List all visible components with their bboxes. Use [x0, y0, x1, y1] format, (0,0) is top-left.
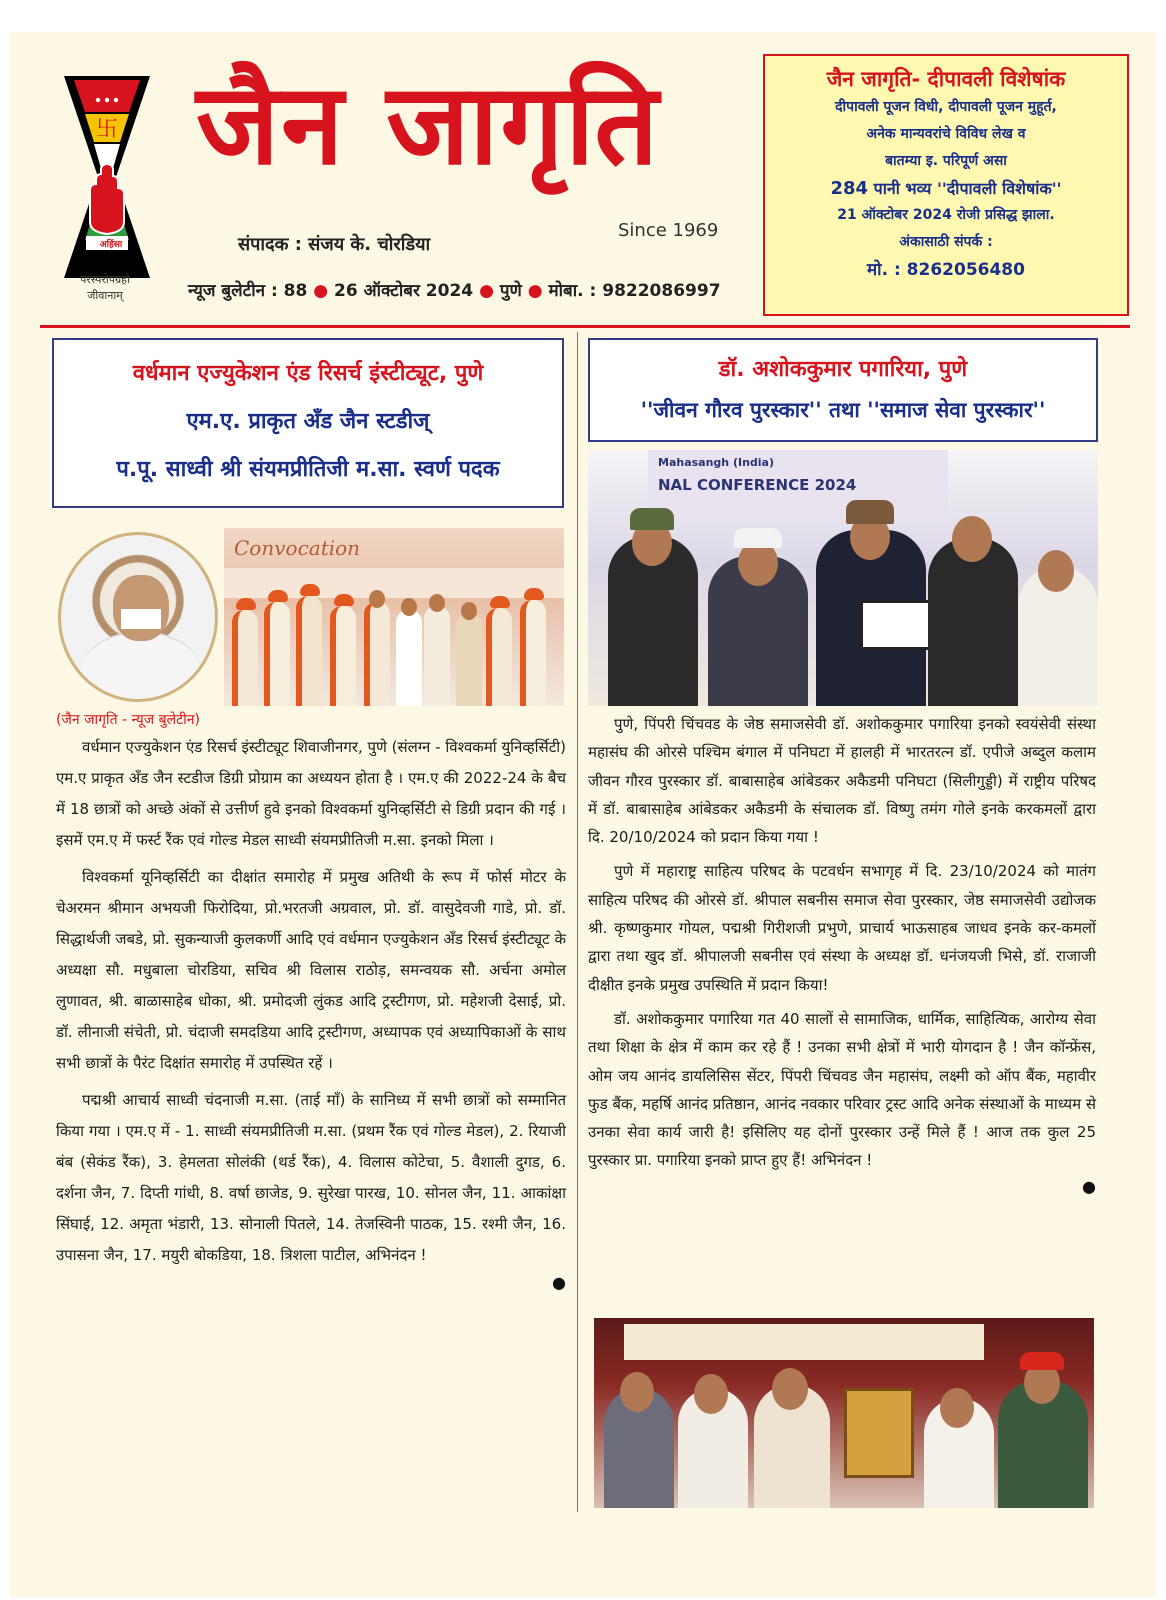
right-headline-1: डॉ. अशोककुमार पगारिया, पुणे [718, 357, 968, 382]
left-headline-1: वर्धमान एज्युकेशन एंड रिसर्च इंस्टीट्यूट, पुणे [132, 361, 484, 386]
special-contact-mobile: मो. : 8262056480 [867, 260, 1025, 280]
editor-line: संपादक : संजय के. चोरडिया [238, 234, 431, 255]
left-paragraph-1: वर्धमान एज्युकेशन एंड रिसर्च इंस्टीट्यूट शिवाजीनगर, पुणे (संलग्न - विश्वकर्मा युनिव्हर्सिटी) एम.ए प्राकृत अँड जैन स्टडीज डिग्री प्रोग्राम का अध्ययन होता है । एम.ए की 2022-24 के बैच में 18 छात्रों को अच्छे अंकों से उत्तीर्ण हुवे इनको विश्वकर्मा युनिव्हर्सिटी से डिग्री प्रदान की गई । इसमें एम.ए में फर्स्ट रैंक एवं गोल्ड मेडल साध्वी संयमप्रीतिजी म.सा. इनको मिला । [56, 738, 566, 849]
masthead-divider [40, 325, 1130, 328]
special-line: 21 ऑक्टोबर 2024 रोजी प्रसिद्ध झाला. [837, 207, 1055, 223]
right-paragraph-2: पुणे में महाराष्ट्र साहित्य परिषद के पटवर्धन सभागृह में दि. 23/10/2024 को मातंग साहित्य परिषद की ओरसे डॉ. श्रीपाल सबनीस समाज सेवा पुरस्कार, जेष्ठ समाजसेवी उद्योजक श्री. कृष्णकुमार गोयल, पद्मश्री गिरीशजी प्रभुणे, प्राचार्य भाऊसाहब जाधव इनके कर-कमलों द्वारा तथा खुद डॉ. श्रीपालजी सबनीस एवं संस्था के अध्यक्ष डॉ. धनंजयजी भिसे, डॉ. राजाजी दीक्षीत इनके प्रमुख उपस्थिति में प्रदान किया! [588, 862, 1096, 994]
logo-text: अहिंसा [99, 240, 123, 250]
bullet-dot: ● [313, 281, 335, 301]
right-headline-2: ''जीवन गौरव पुरस्कार'' तथा ''समाज सेवा पुरस्कार'' [640, 398, 1046, 422]
bulletin-city: पुणे [499, 281, 522, 301]
left-headline-box [52, 338, 564, 508]
special-contact-label: अंकासाठी संपर्क : [899, 234, 993, 250]
left-headline-2: एम.ए. प्राकृत अँड जैन स्टडीज् [186, 409, 430, 434]
left-headline-3: प.पू. साध्वी श्री संयमप्रीतिजी म.सा. स्वर्ण पदक [116, 457, 500, 482]
article-end-mark: ● [1082, 1176, 1096, 1196]
newspaper-page [10, 32, 1156, 1597]
bullet-dot: ● [527, 281, 549, 301]
award-ceremony-photo [588, 450, 1098, 706]
svg-text:卐: 卐 [95, 117, 119, 142]
right-paragraph-3: डॉ. अशोककुमार पगारिया गत 40 सालों से सामाजिक, धार्मिक, साहित्यिक, आरोग्य सेवा तथा शिक्षा के क्षेत्र में काम कर रहे हैं ! उनका सभी क्षेत्रों में भारी योगदान है ! जैन कॉन्फ्रेंस, ओम जय आनंद डायलिसिस सेंटर, पिंपरी चिंचवड जैन महासंघ, लक्ष्मी को ऑप बैंक, महावीर फुड बैंक, महर्षि आनंद प्रतिष्ठान, आनंद नवकार परिवार ट्रस्ट आदि अनेक संस्थाओं के माध्यम से उनका सेवा कार्य जारी है! इसिलिए यह दोनों पुरस्कार उन्हें मिले हैं ! आज तक कुल 25 पुरस्कार प्रा. पगारिया इनको प्राप्त हुए हैं! अभिनंदन ! [588, 1009, 1096, 1170]
right-headline-box [588, 338, 1098, 442]
special-line: अनेक मान्यवरांचे विविध लेख व [866, 126, 1026, 142]
right-article [588, 710, 1096, 1199]
award-frame [844, 1388, 914, 1478]
logo-caption-line2: जीवानाम् [87, 289, 123, 302]
special-pages-line [765, 175, 1127, 202]
logo-caption-line1: परस्परोपग्रहो [80, 273, 130, 286]
since-year: Since 1969 [618, 220, 719, 241]
special-pages-count: 284 [830, 178, 869, 199]
left-paragraph-2: विश्वकर्मा यूनिव्हर्सिटी का दीक्षांत समारोह में प्रमुख अतिथी के रूप में फोर्स मोटर के चेअरमन श्रीमान अभयजी फिरोदिया, प्रो.भरतजी अग्रवाल, प्रो. डॉ. वासुदेवजी गाडे, प्रो. डॉ. सिद्धार्थजी जबडे, प्रो. सुकन्याजी कुलकर्णी आदि एवं वर्धमान एज्युकेशन अँड रिसर्च इंस्टीट्यूट के अध्यक्षा सौ. मधुबाला चोरडिया, सचिव श्री विलास राठोड़, समन्वयक सौ. अर्चना अमोल लुणावत, श्री. बाळासाहेब धोका, श्री. प्रमोदजी लुंकड आदि ट्रस्टीगण, प्रो. महेशजी देसाई, प्रो. डॉ. लीनाजी संचेती, प्रो. चंदाजी समदडिया आदि ट्रस्टीगण, अध्यापक एवं अध्यापिकाओं के साथ सभी छात्रों के पैरंट दिक्षांत समारोह में उपस्थित रहें । [56, 868, 566, 1072]
special-title: जैन जागृति- दीपावली विशेषांक [826, 67, 1066, 91]
special-line: बातम्या इ. परिपूर्ण असा [885, 153, 1007, 169]
banner-line-2: NAL CONFERENCE 2024 [658, 476, 857, 494]
logo-caption [40, 272, 170, 304]
photo-convocation-text: Convocation [234, 536, 361, 560]
jain-symbol-logo [60, 72, 154, 282]
bulletin-mobile: मोबा. : 9822086997 [548, 281, 721, 301]
convocation-group-photo [224, 528, 564, 706]
special-pages-text: पानी भव्य ''दीपावली विशेषांक'' [873, 179, 1062, 198]
bulletin-number: न्यूज बुलेटीन : 88 [188, 281, 308, 301]
samaj-seva-award-photo [594, 1318, 1094, 1508]
sadhvi-portrait-photo [58, 532, 218, 702]
left-article [56, 708, 566, 1295]
right-paragraph-1: पुणे, पिंपरी चिंचवड के जेष्ठ समाजसेवी डॉ. अशोककुमार पगारिया इनको स्वयंसेवी संस्था महासंघ की ओरसे पश्चिम बंगाल में पनिघटा में हालही में भारतरत्न डॉ. एपीजे अब्दुल कलाम जीवन गौरव पुरस्कार डॉ. बाबासाहेब आंबेडकर अकैडमी पनिघटा (सिलीगुड्डी) में राष्ट्रीय परिषद में डॉ. बाबासाहेब आंबेडकर अकैडमी के संचालक डॉ. विष्णु तमंग गोले इनके करकमलों द्वारा दि. 20/10/2024 को प्रदान किया गया ! [588, 715, 1096, 847]
bulletin-info [188, 278, 721, 301]
article-end-mark: ● [552, 1273, 566, 1292]
left-paragraph-3: पद्मश्री आचार्य साध्वी चंदनाजी म.सा. (ताई माँ) के सानिध्य में सभी छात्रों को सम्मानित किया गया । एम.ए में - 1. साध्वी संयमप्रीतिजी म.सा. (प्रथम रैंक एवं गोल्ड मेडल), 2. रियाजी बंब (सेकंड रैंक), 3. हेमलता सोलंकी (थर्ड रैंक), 4. विलास कोटेचा, 5. वैशाली दुगड, 6. दर्शना जैन, 7. दिप्ती गांधी, 8. वर्षा छाजेड, 9. सुरेखा पारख, 10. सोनल जैन, 11. आकांक्षा सिंघाई, 12. अमृता भंडारी, 13. सोनाली पितले, 14. तेजस्विनी पाठक, 15. रश्मी जैन, 16. उपासना जैन, 17. मयुरी बोकडिया, 18. त्रिशला पाटील, अभिनंदन ! [56, 1091, 566, 1264]
article-source: (जैन जागृति - न्यूज बुलेटीन) [56, 712, 201, 728]
newspaper-title: जैन जागृति [196, 59, 661, 190]
column-divider [577, 332, 578, 1512]
diwali-special-box [763, 54, 1129, 316]
conference-banner [648, 450, 948, 520]
special-line: दीपावली पूजन विधी, दीपावली पूजन मुहूर्त, [835, 99, 1057, 115]
banner-line-1: Mahasangh (India) [658, 456, 775, 469]
bulletin-date: 26 ऑक्टोबर 2024 [334, 281, 474, 301]
bullet-dot: ● [479, 281, 500, 301]
